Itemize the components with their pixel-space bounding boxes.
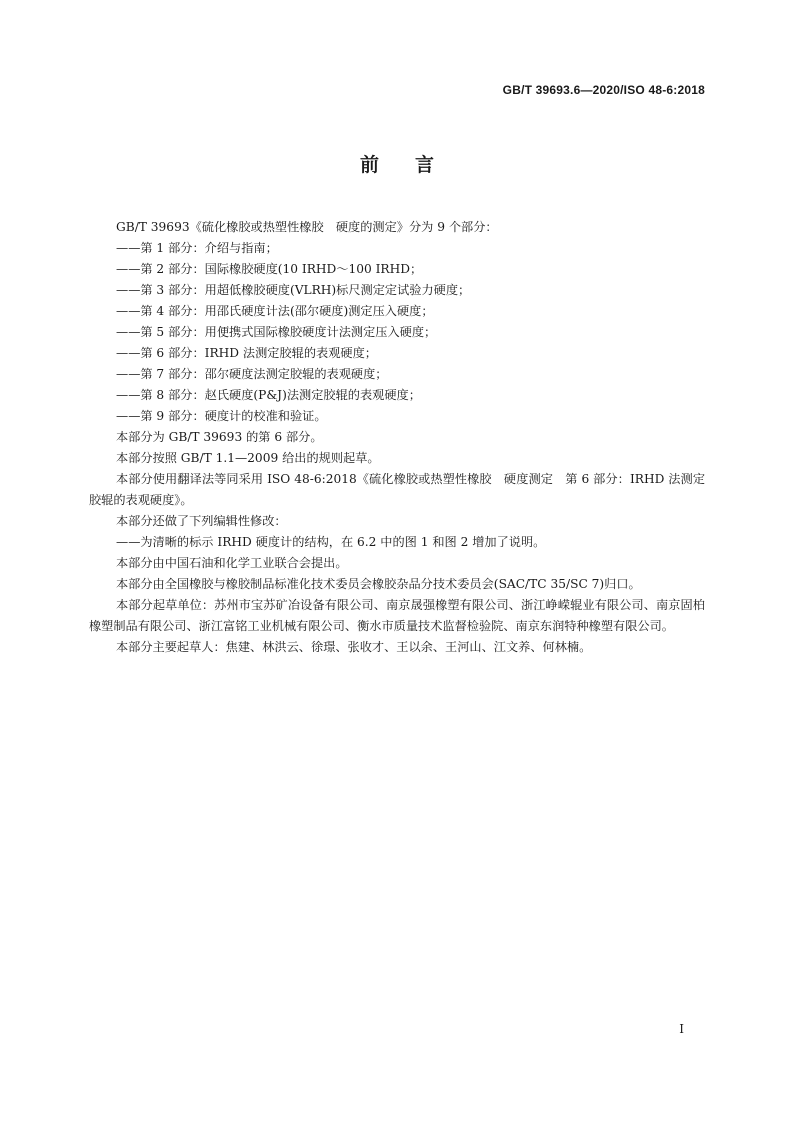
list-item-part-8: ——第 8 部分：赵氏硬度(P&J)法测定胶辊的表观硬度； — [116, 388, 421, 402]
list-item-part-1: ——第 1 部分：介绍与指南； — [116, 241, 278, 255]
page-number: I — [679, 1022, 684, 1036]
paragraph-part-statement: 本部分为 GB/T 39693 的第 6 部分。 — [116, 430, 323, 444]
list-item-part-5: ——第 5 部分：用便携式国际橡胶硬度计法测定压入硬度； — [116, 325, 437, 339]
page-title: 前言 — [359, 154, 470, 176]
paragraph-adoption: 本部分使用翻译法等同采用 ISO 48-6:2018《硫化橡胶或热塑性橡胶 硬度测定 第 6 部分：IRHD 法测定胶辊的表观硬度》。 — [89, 472, 705, 507]
list-item-part-4: ——第 4 部分：用邵氏硬度计法(邵尔硬度)测定压入硬度； — [116, 304, 434, 318]
paragraph-editorial-changes: 本部分还做了下列编辑性修改： — [116, 514, 287, 528]
paragraph-parts-intro: GB/T 39693《硫化橡胶或热塑性橡胶 硬度的测定》分为 9 个部分： — [116, 220, 498, 234]
list-item-part-7: ——第 7 部分：邵尔硬度法测定胶辊的表观硬度； — [116, 367, 388, 381]
paragraph-drafting-rules: 本部分按照 GB/T 1.1—2009 给出的规则起草。 — [116, 451, 380, 465]
list-item-editorial-change: ——为清晰的标示 IRHD 硬度计的结构，在 6.2 中的图 1 和图 2 增加了说明。 — [116, 535, 546, 549]
standard-code-header: GB/T 39693.6—2020/ISO 48-6:2018 — [502, 83, 705, 97]
paragraph-proposer: 本部分由中国石油和化学工业联合会提出。 — [116, 556, 348, 570]
paragraph-committee: 本部分由全国橡胶与橡胶制品标准化技术委员会橡胶杂品分技术委员会(SAC/TC 35/SC 7)归口。 — [116, 577, 641, 591]
list-item-part-2: ——第 2 部分：国际橡胶硬度(10 IRHD～100 IRHD； — [116, 262, 423, 276]
paragraph-drafting-units: 本部分起草单位：苏州市宝苏矿冶设备有限公司、南京晟强橡塑有限公司、浙江峥嵘辊业有限公司、南京固柏橡塑制品有限公司、浙江富铭工业机械有限公司、衡水市质量技术监督检验院、南京东润特种橡塑有限公司。 — [89, 598, 705, 633]
list-item-part-9: ——第 9 部分：硬度计的校准和验证。 — [116, 409, 327, 423]
paragraph-drafters: 本部分主要起草人：焦建、林洪云、徐璟、张收才、王以余、王河山、江文养、何林楠。 — [116, 640, 592, 654]
list-item-part-3: ——第 3 部分：用超低橡胶硬度(VLRH)标尺测定定试验力硬度； — [116, 283, 471, 297]
list-item-part-6: ——第 6 部分：IRHD 法测定胶辊的表观硬度； — [116, 346, 377, 360]
foreword-body — [89, 217, 705, 658]
